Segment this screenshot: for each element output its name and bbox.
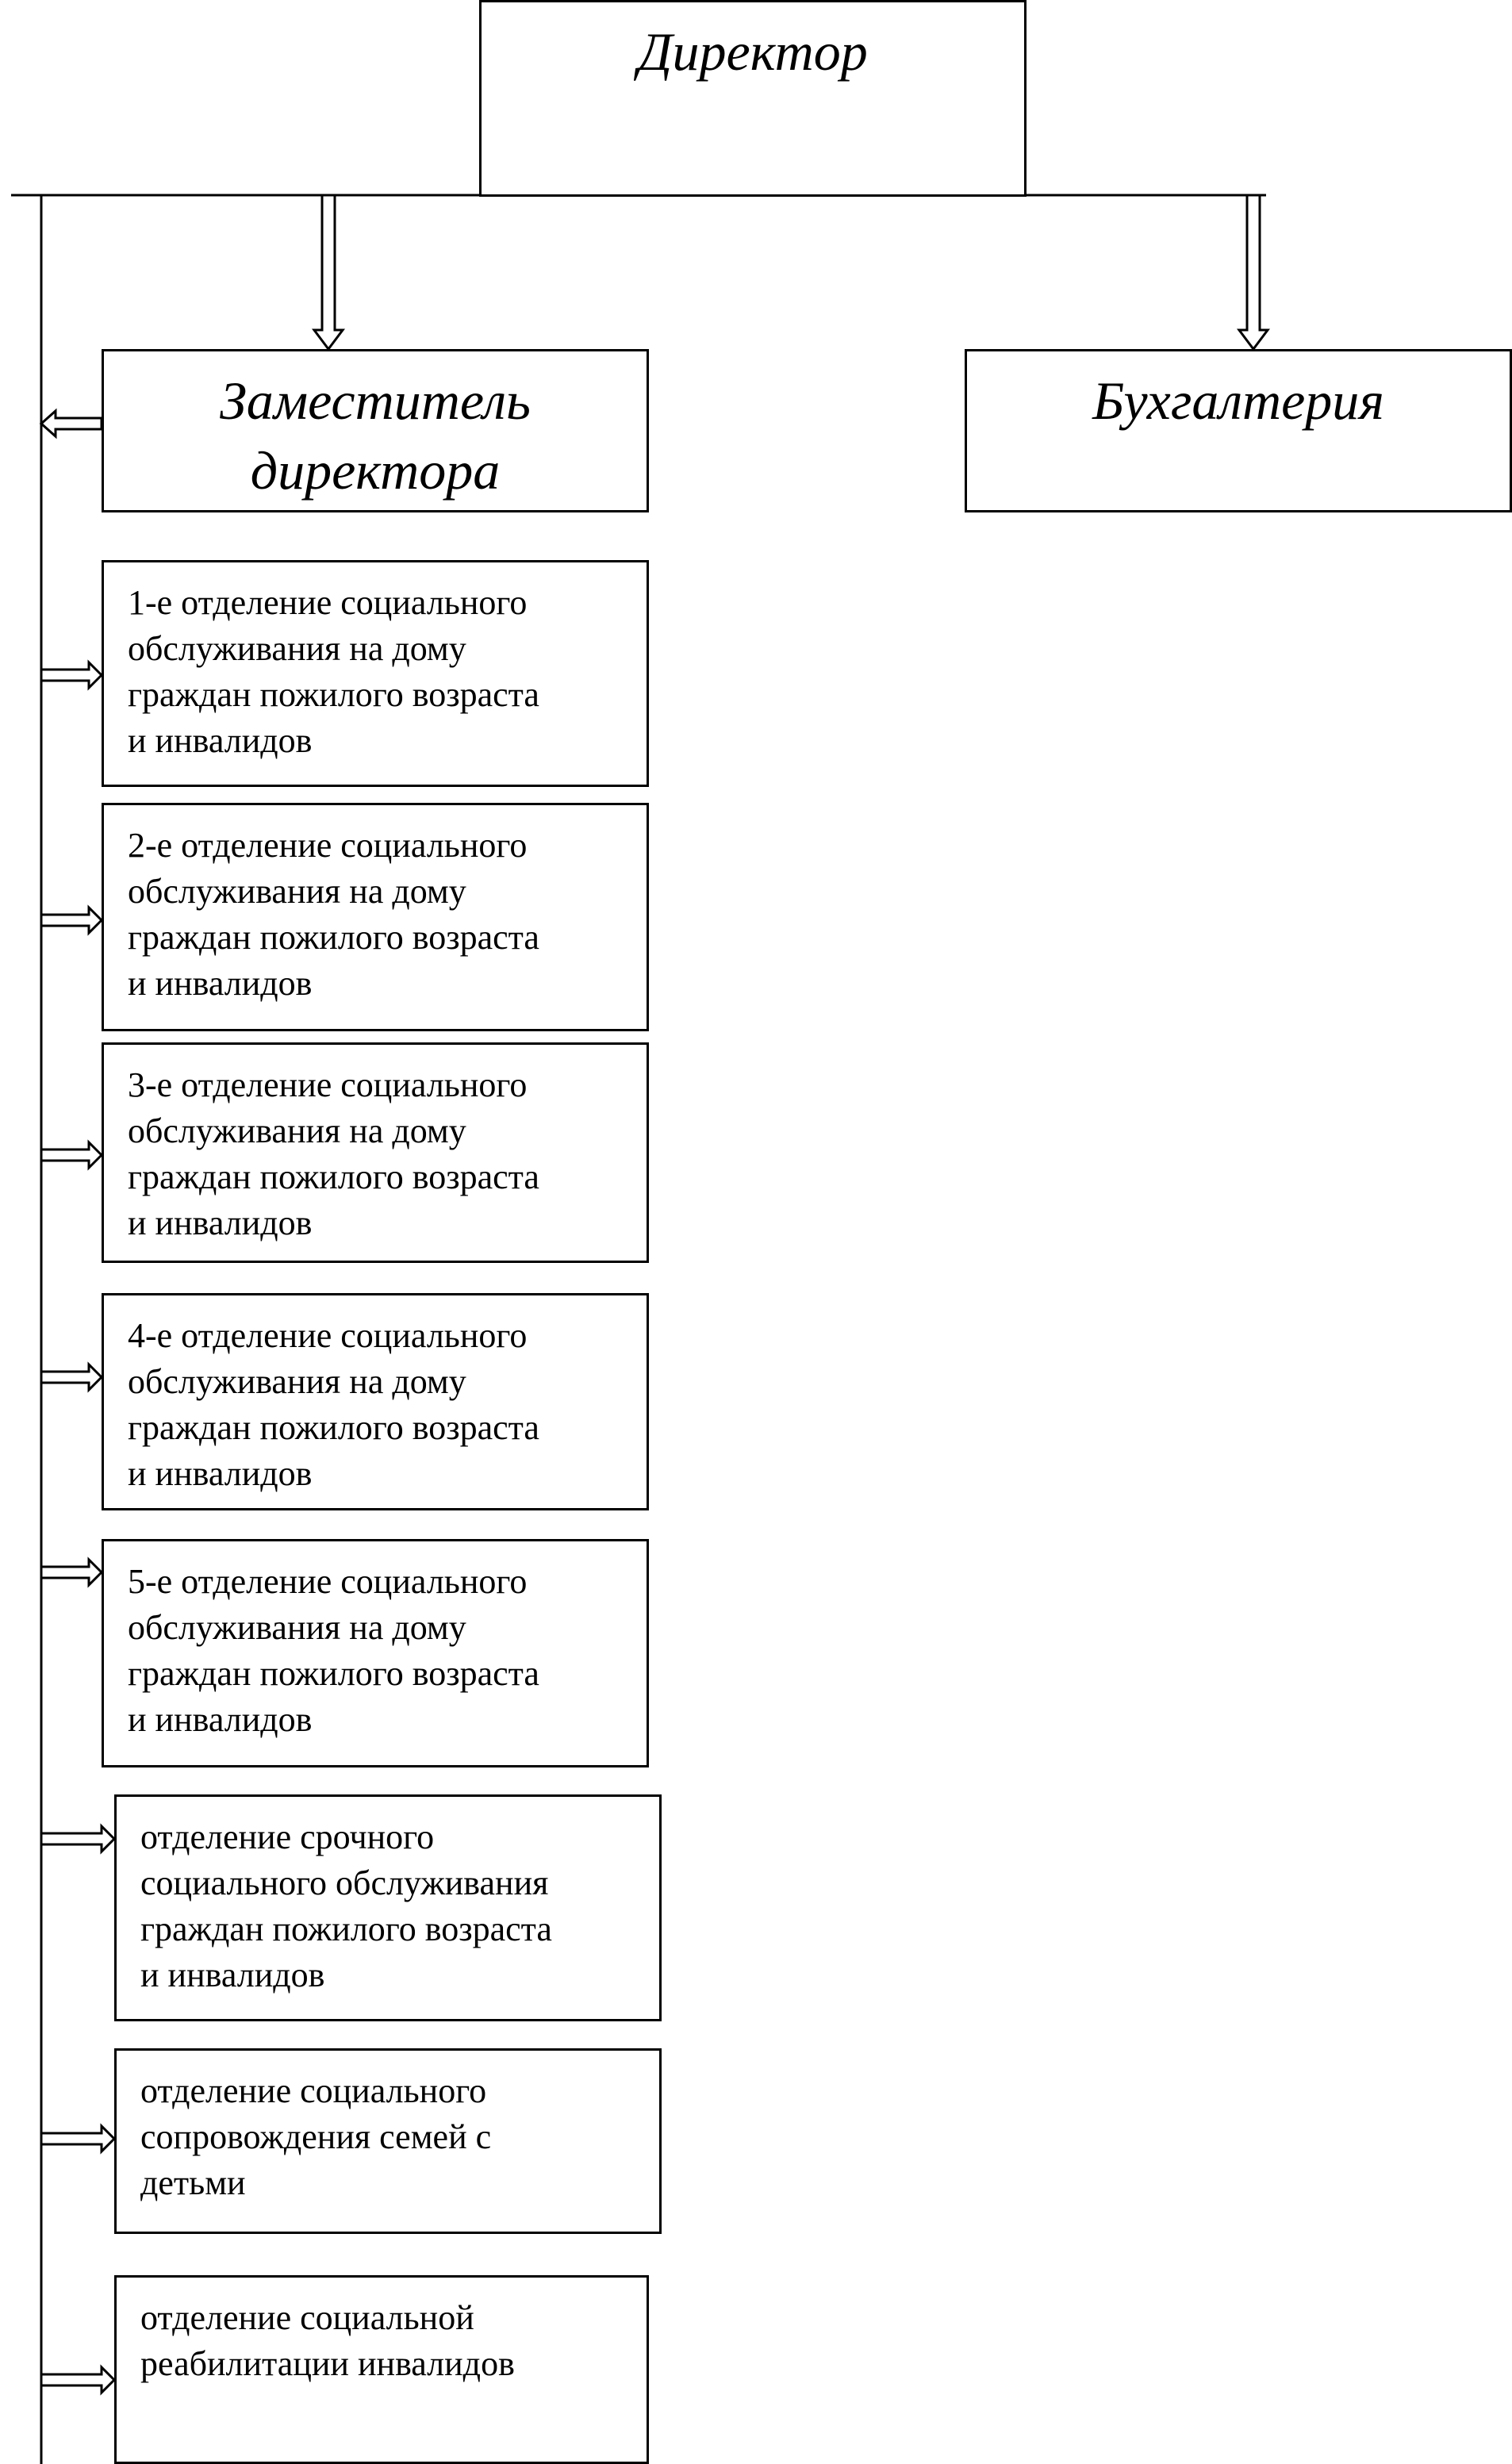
dept-8-line-2: реабилитации инвалидов — [140, 2344, 515, 2383]
arrow-to-department-4 — [41, 1364, 102, 1390]
dept-7-line-1: отделение социального — [140, 2071, 487, 2110]
dept-1-line-4: и инвалидов — [128, 721, 313, 760]
dept-7-line-2: сопровождения семей с — [140, 2117, 492, 2156]
department-box-5 — [102, 1539, 649, 1767]
dept-3-line-3: граждан пожилого возраста — [128, 1157, 539, 1196]
dept-3-line-2: обслуживания на дому — [128, 1111, 466, 1150]
arrow-to-department-2 — [41, 908, 102, 933]
dept-2-line-2: обслуживания на дому — [128, 872, 466, 911]
deputy-director-box — [102, 349, 649, 512]
department-box-3 — [102, 1042, 649, 1263]
department-box-6 — [114, 1794, 662, 2021]
arrow-to-department-7 — [41, 2126, 114, 2151]
dept-5-line-2: обслуживания на дому — [128, 1608, 466, 1647]
arrow-to-deputy — [314, 195, 343, 349]
dept-5-line-1: 5-е отделение социального — [128, 1562, 528, 1601]
dept-1-line-3: граждан пожилого возраста — [128, 675, 539, 714]
director-label: Директор — [638, 21, 868, 82]
arrow-deputy-to-spine — [41, 411, 102, 436]
department-box-1 — [102, 560, 649, 787]
arrow-to-department-6 — [41, 1826, 114, 1852]
dept-1-line-1: 1-е отделение социального — [128, 583, 528, 622]
dept-6-line-1: отделение срочного — [140, 1817, 435, 1856]
deputy-line-1: Заместитель — [220, 370, 531, 431]
dept-2-line-4: и инвалидов — [128, 964, 313, 1003]
arrow-to-department-1 — [41, 662, 102, 688]
arrow-to-accounting — [1239, 195, 1268, 349]
dept-6-line-4: и инвалидов — [140, 1955, 325, 1994]
deputy-line-2: директора — [250, 440, 501, 501]
dept-6-line-3: граждан пожилого возраста — [140, 1909, 552, 1948]
department-box-8 — [114, 2275, 649, 2464]
dept-4-line-1: 4-е отделение социального — [128, 1316, 528, 1355]
department-box-7 — [114, 2048, 662, 2234]
department-box-4 — [102, 1293, 649, 1510]
accounting-label: Бухгалтерия — [1092, 370, 1384, 431]
dept-6-line-2: социального обслуживания — [140, 1863, 549, 1902]
dept-2-line-3: граждан пожилого возраста — [128, 918, 539, 957]
dept-5-line-3: граждан пожилого возраста — [128, 1654, 539, 1693]
arrow-to-department-3 — [41, 1142, 102, 1168]
dept-5-line-4: и инвалидов — [128, 1700, 313, 1739]
accounting-box — [965, 349, 1512, 512]
dept-1-line-2: обслуживания на дому — [128, 629, 466, 668]
dept-3-line-4: и инвалидов — [128, 1203, 313, 1242]
dept-3-line-1: 3-е отделение социального — [128, 1065, 528, 1104]
director-box — [479, 0, 1027, 197]
dept-4-line-4: и инвалидов — [128, 1454, 313, 1493]
dept-2-line-1: 2-е отделение социального — [128, 826, 528, 865]
arrow-to-department-8 — [41, 2367, 114, 2393]
dept-8-line-1: отделение социальной — [140, 2298, 474, 2337]
arrow-to-department-5 — [41, 1560, 102, 1585]
dept-4-line-2: обслуживания на дому — [128, 1362, 466, 1401]
dept-7-line-3: детьми — [140, 2163, 246, 2202]
department-box-2 — [102, 803, 649, 1031]
dept-4-line-3: граждан пожилого возраста — [128, 1408, 539, 1447]
